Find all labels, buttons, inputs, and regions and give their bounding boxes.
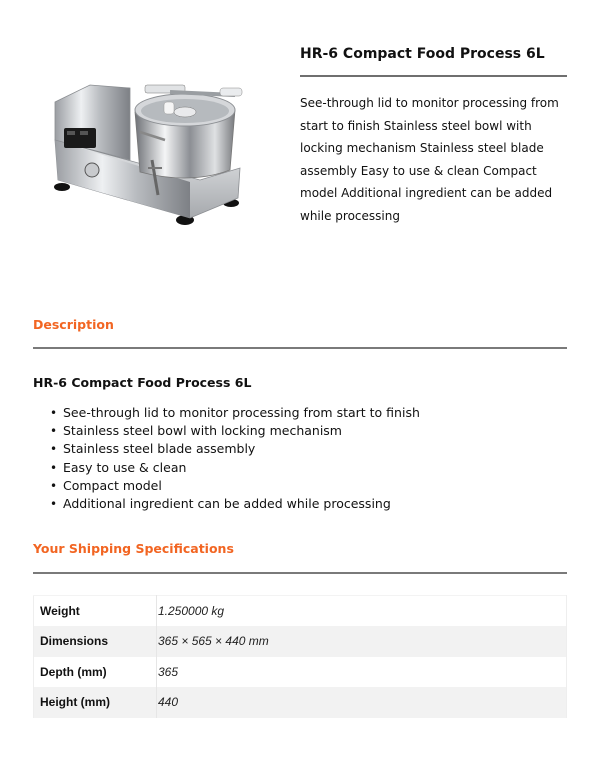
list-item: • Compact model xyxy=(49,477,420,495)
spec-value: 440 xyxy=(157,687,567,718)
list-item: • Additional ingredient can be added while processing xyxy=(49,495,420,513)
table-row xyxy=(34,687,567,718)
list-item: • Easy to use & clean xyxy=(49,459,420,477)
shipping-divider xyxy=(33,572,567,574)
title-divider xyxy=(300,75,567,77)
table-row xyxy=(34,626,567,657)
spec-label: Height (mm) xyxy=(34,687,157,718)
product-header xyxy=(0,0,600,260)
spec-value: 365 xyxy=(158,664,179,679)
shipping-heading: Your Shipping Specifications xyxy=(33,541,234,556)
description-divider xyxy=(33,347,567,349)
description-title: HR-6 Compact Food Process 6L xyxy=(33,375,252,390)
feature-list xyxy=(49,404,420,513)
list-item: • Stainless steel blade assembly xyxy=(49,440,420,458)
table-row xyxy=(34,657,567,688)
spec-label: Dimensions xyxy=(34,626,157,657)
description-heading: Description xyxy=(33,317,114,332)
shipping-spec-table xyxy=(33,595,567,718)
product-summary: See-through lid to monitor processing from start to finish Stainless steel bowl with locking mechanism Stainless steel blade assembly Easy to use & clean Compact model Additional ingredient can be added while processing xyxy=(300,96,559,223)
spec-value: 365 × 565 × 440 mm xyxy=(157,626,567,657)
spec-value: 1.250000 kg xyxy=(158,604,225,618)
list-item: • See-through lid to monitor processing from start to finish xyxy=(49,404,420,422)
list-item: • Stainless steel bowl with locking mechanism xyxy=(49,422,420,440)
table-row xyxy=(34,596,567,627)
spec-label: Weight xyxy=(34,596,157,627)
food-processor-illustration xyxy=(40,40,270,230)
product-title: HR-6 Compact Food Process 6L xyxy=(300,46,545,62)
spec-label: Depth (mm) xyxy=(34,657,157,688)
product-image xyxy=(40,40,270,230)
